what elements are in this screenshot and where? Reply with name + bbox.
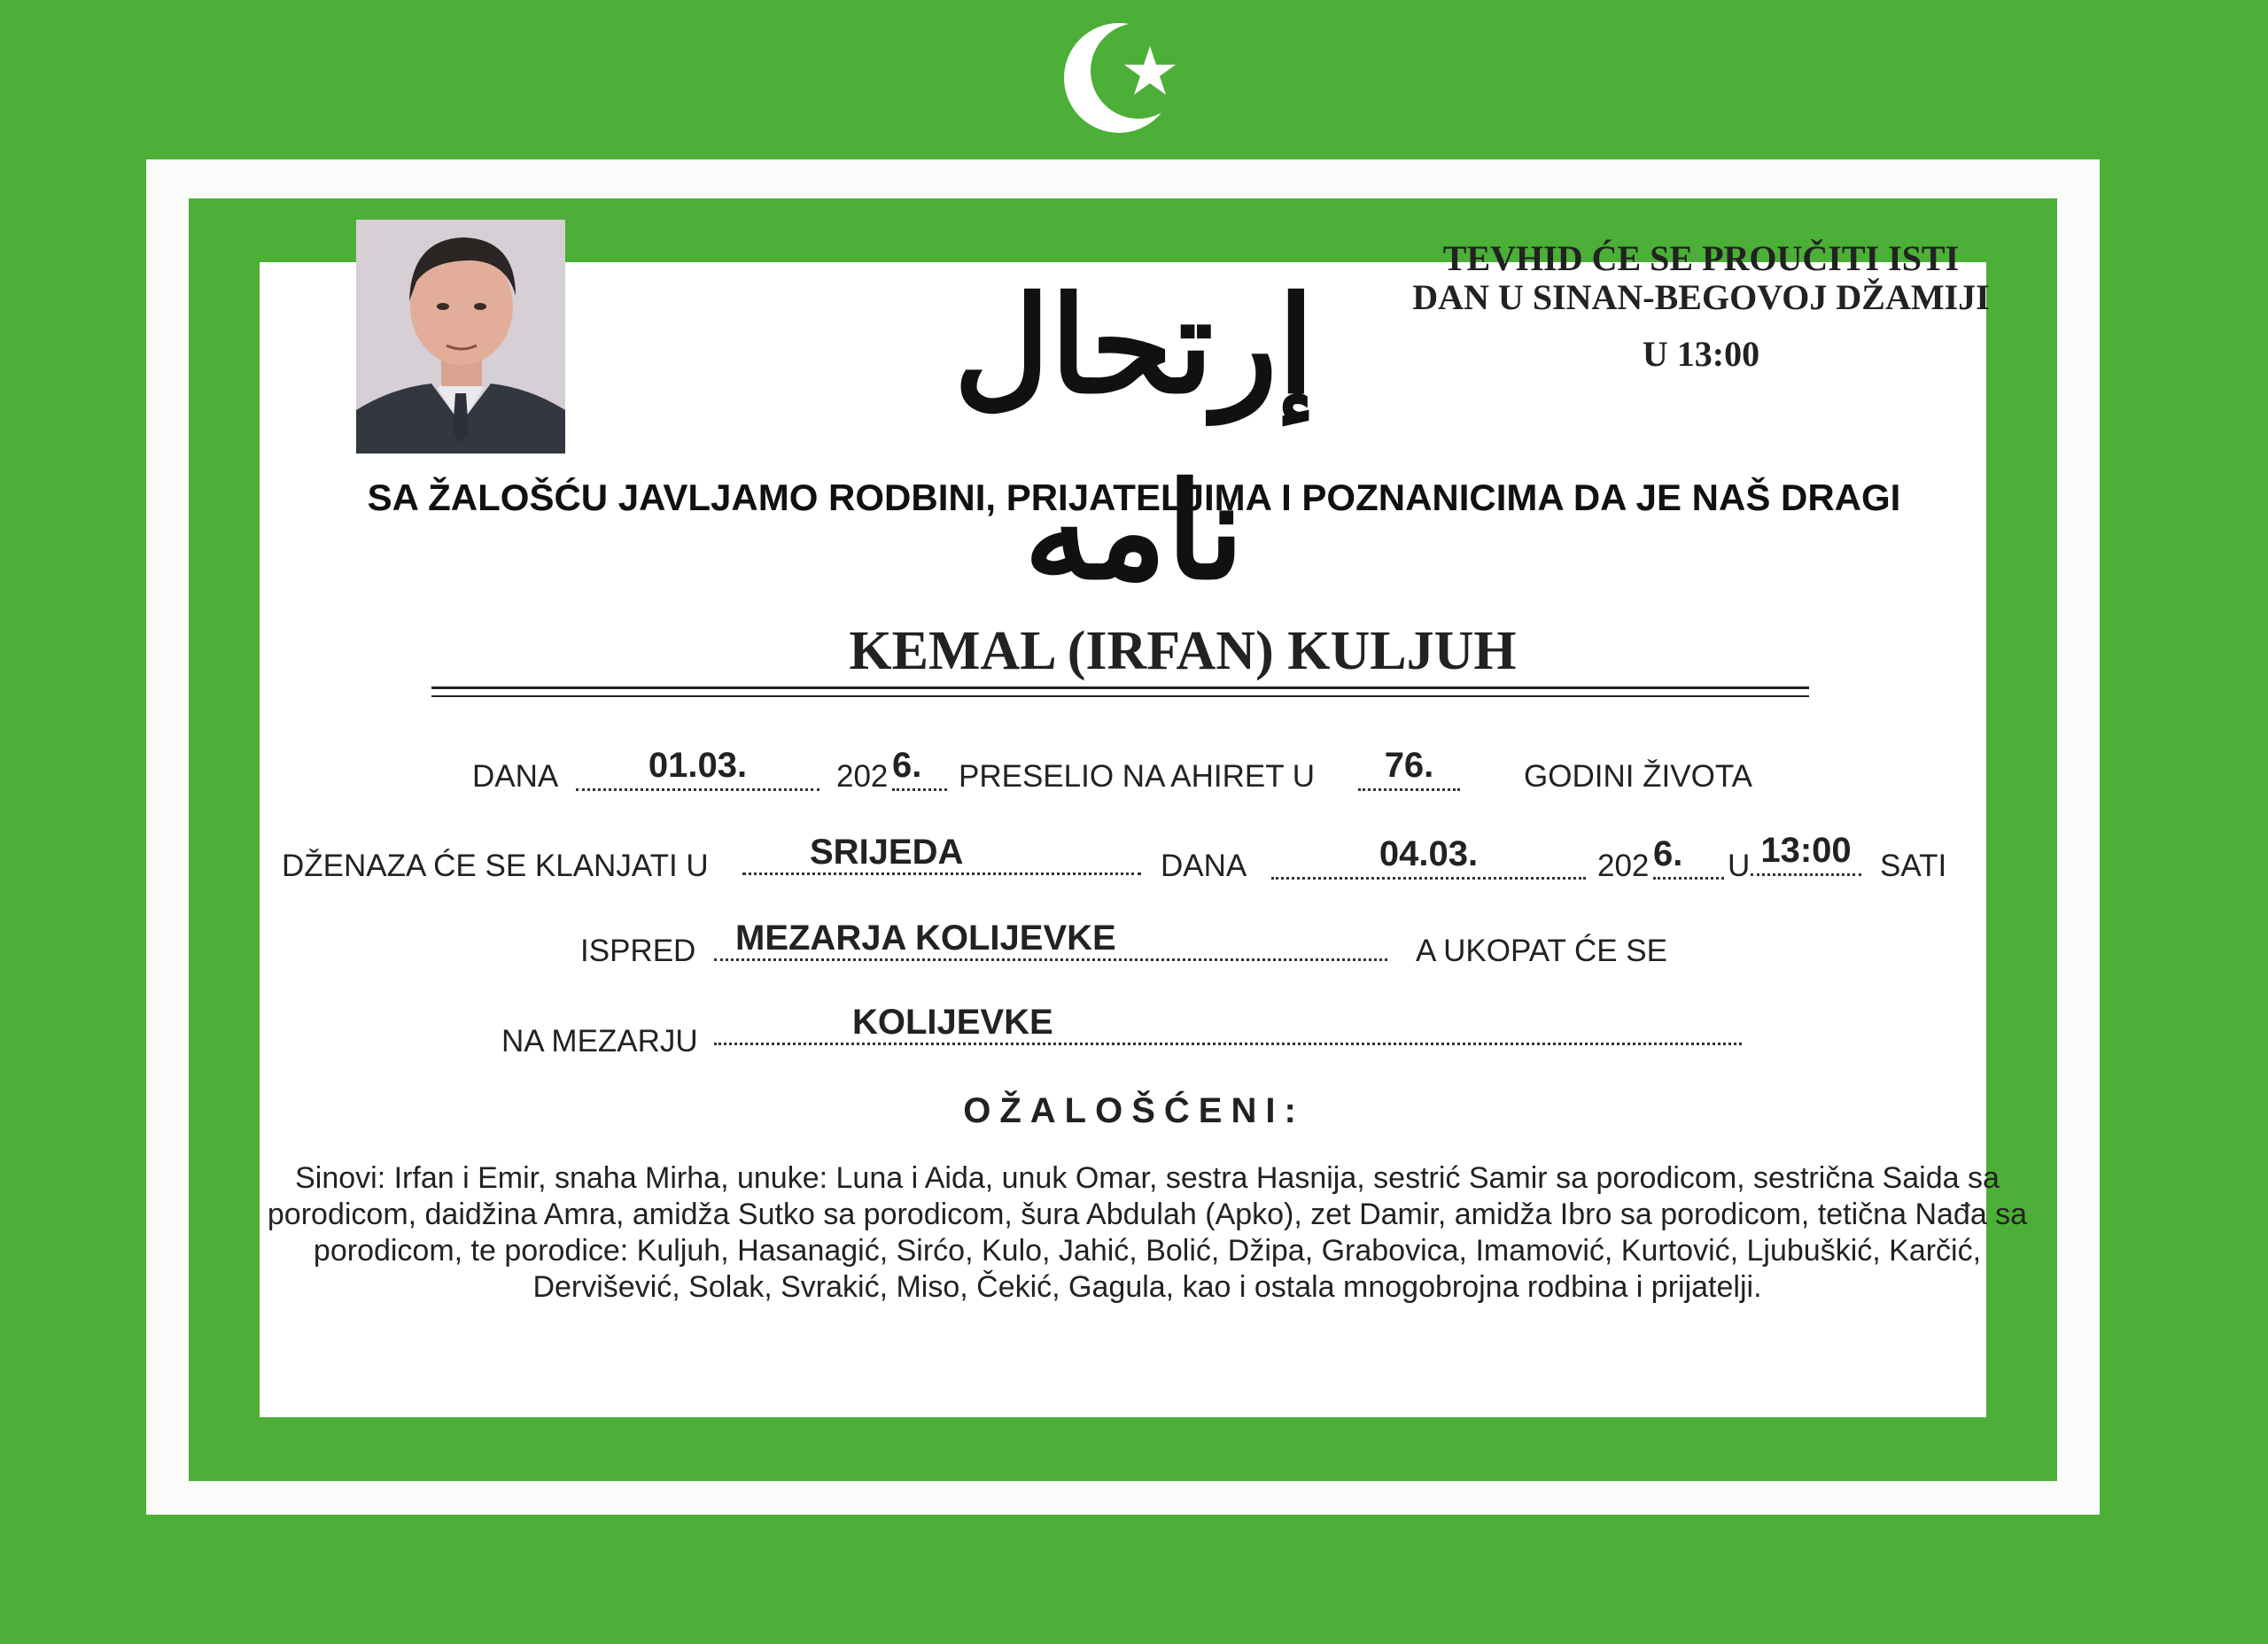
- mourners-list: Sinovi: Irfan i Emir, snaha Mirha, unuke: Luna i Aida, unuk Omar, sestra Hasnija, sestrić Samir sa porodicom, sestrična Saida sa porodicom, daidžina Amra, amidža Sutko sa porodicom, šura Abdulah (Apko), zet Damir, amidža Ibro sa porodicom, tetična Nađa sa porodicom, te porodice: Kuljuh, Hasanagić, Sirćo, Kulo, Jahić, Bolić, Džipa, Grabovica, Imamović, Kurtović, Ljubuškić, Karčić, Dervišević, Solak, Svrakić, Miso, Čekić, Gagula, kao i ostala mnogobrojna rodbina i prijatelji.: [267, 1161, 2028, 1304]
- dzenaza-label: DŽENAZA ĆE SE KLANJATI U: [282, 849, 709, 883]
- dana-label-2: DANA: [1161, 849, 1247, 883]
- prayer-place-field: MEZARJA KOLIJEVKE: [714, 915, 1387, 961]
- death-year-field: 6.: [892, 742, 947, 791]
- sati-label: SATI: [1880, 849, 1947, 883]
- tevhid-time: U 13:00: [1642, 334, 1760, 374]
- weekday-field: SRIJEDA: [742, 829, 1141, 875]
- crescent-star-icon: [1059, 16, 1183, 140]
- na-mezarju-label: NA MEZARJU: [501, 1024, 698, 1059]
- deceased-photo: [356, 220, 565, 454]
- tevhid-line-1: TEVHID ĆE SE PROUČITI ISTI: [1442, 238, 1960, 278]
- arabic-title: إرتحال نامه: [953, 268, 1315, 609]
- preselio-label: PRESELIO NA AHIRET U: [959, 759, 1315, 794]
- mourners-heading: OŽALOŠĆENI:: [963, 1091, 1305, 1130]
- name-underline-thin: [431, 695, 1809, 697]
- tevhid-line-2: DAN U SINAN-BEGOVOJ DŽAMIJI: [1412, 277, 1990, 317]
- death-date-field: 01.03.: [576, 742, 819, 791]
- tevhid-notice: [1373, 239, 2029, 374]
- deceased-name: KEMAL (IRFAN) KULJUH: [849, 621, 1517, 681]
- ispred-label: ISPRED: [580, 934, 696, 968]
- cemetery-field: KOLIJEVKE: [714, 999, 1742, 1045]
- name-underline: [431, 686, 1809, 689]
- age-field: 76.: [1358, 742, 1460, 791]
- u-label: U: [1728, 849, 1751, 883]
- dana-label: DANA: [472, 759, 559, 794]
- funeral-date-field: 04.03.: [1271, 831, 1586, 880]
- intro-text: SA ŽALOŠĆU JAVLJAMO RODBINI, PRIJATELJIMA I POZNANICIMA DA JE NAŠ DRAGI: [367, 477, 1901, 518]
- year-prefix-2: 202: [1597, 849, 1650, 883]
- funeral-time-field: 13:00: [1751, 827, 1861, 876]
- godini-label: GODINI ŽIVOTA: [1524, 759, 1752, 794]
- ukopat-label: A UKOPAT ĆE SE: [1416, 934, 1667, 968]
- year-prefix: 202: [836, 759, 889, 794]
- funeral-year-field: 6.: [1653, 831, 1724, 880]
